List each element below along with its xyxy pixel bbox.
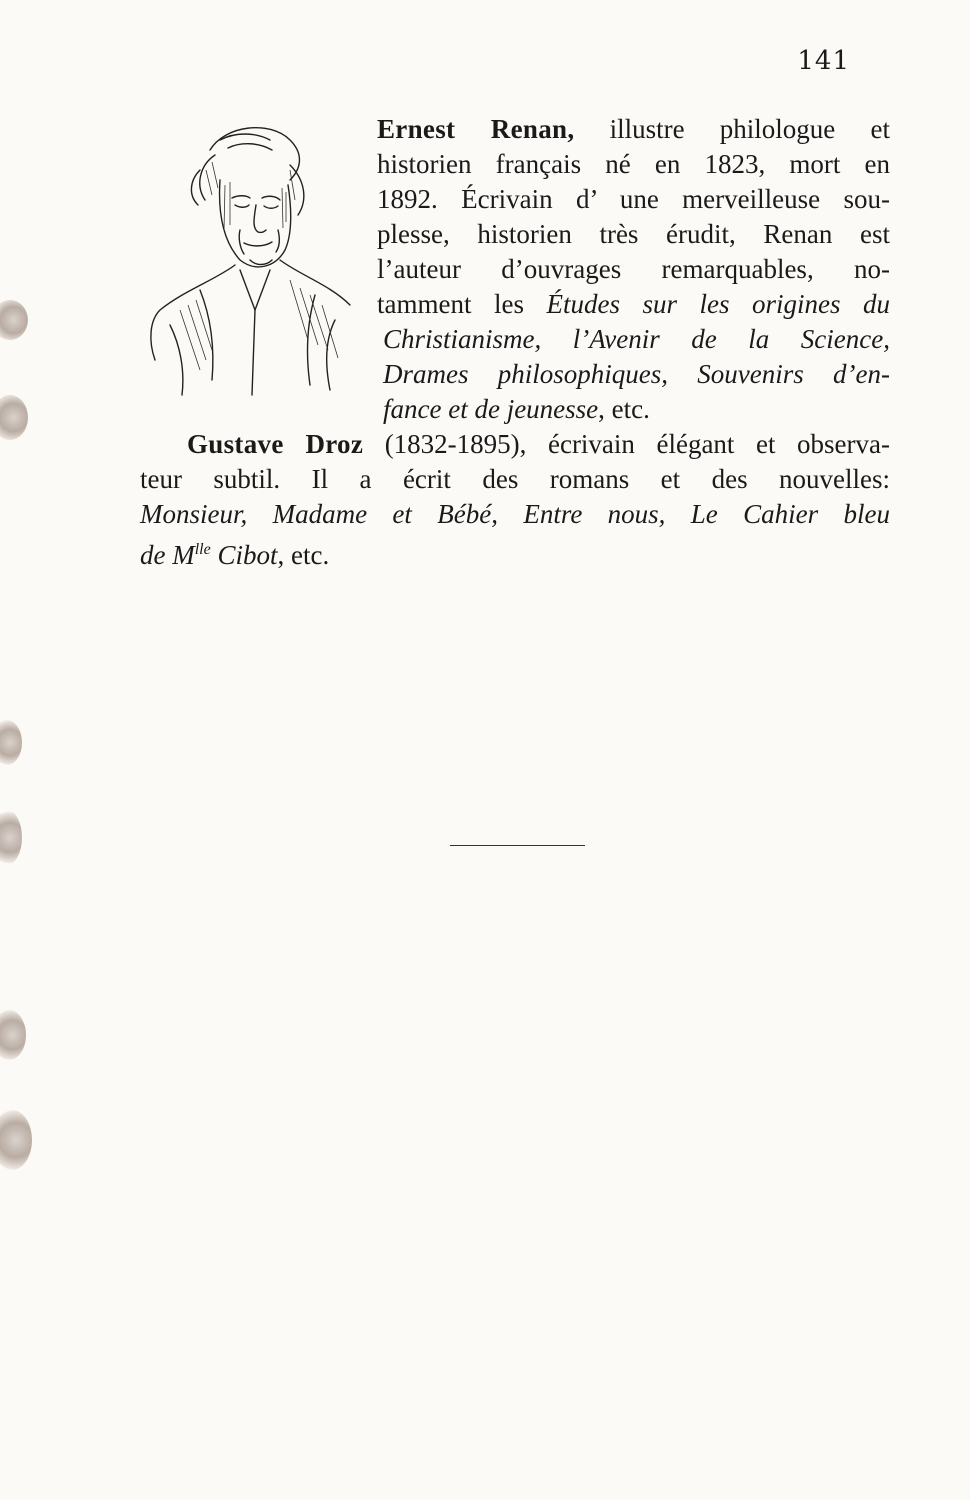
binding-hole-mark [0, 810, 22, 865]
renan-line-5: l’auteur d’ouvrages remarquables, no- [377, 254, 890, 284]
binding-hole-mark [0, 395, 28, 440]
renan-line-6: tamment les Études sur les origines du [377, 289, 890, 319]
renan-entry [140, 112, 890, 427]
droz-line-2: teur subtil. Il a écrit des romans et des nouvelles: [140, 464, 890, 494]
droz-entry [140, 427, 890, 573]
droz-title-1: Monsieur, Madame et Bébé, Entre nous, Le Cahier bleu [140, 499, 890, 529]
droz-line-4: de $M^{lle}$ Cibot, etc. [140, 540, 330, 570]
renan-line-2: historien français né en 1823, mort en [377, 149, 890, 179]
renan-line-9: fance et de jeunesse, etc. [383, 394, 650, 424]
binding-hole-mark [0, 1010, 26, 1060]
renan-title-1: Études sur les origines du [546, 289, 890, 319]
renan-title-3: Drames philosophiques, Souvenirs d’en- [383, 359, 890, 389]
binding-hole-mark [0, 720, 22, 765]
renan-name: Ernest Renan, [377, 114, 575, 144]
renan-title-4: fance et de jeunesse [383, 394, 599, 424]
page-number: 141 [797, 46, 850, 76]
binding-hole-mark [0, 300, 28, 340]
binding-hole-mark [0, 1110, 32, 1170]
section-separator [450, 845, 585, 846]
droz-name: Gustave Droz [187, 429, 364, 459]
renan-line-4: plesse, historien très érudit, Renan est [377, 219, 890, 249]
renan-title-2: Christianisme, l’Avenir de la Science, [383, 324, 890, 354]
droz-line-1: Gustave Droz (1832-1895), écrivain élégant et observa- [187, 429, 890, 459]
renan-line-3: 1892. Écrivain d’ une merveilleuse sou- [377, 184, 890, 214]
renan-line-1: Ernest Renan, illustre philologue et [377, 114, 890, 144]
